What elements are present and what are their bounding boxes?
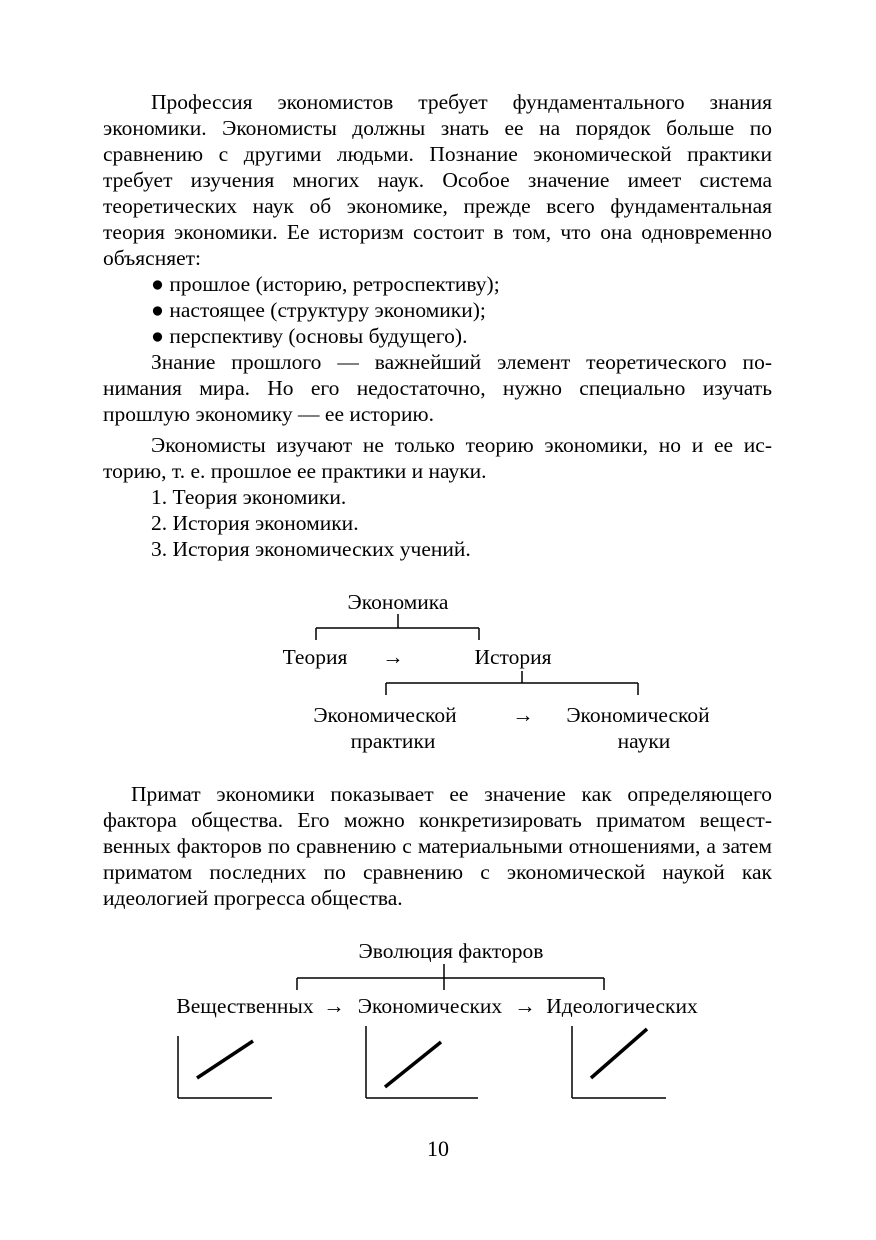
paragraph-primacy <box>103 781 772 911</box>
arrow-right-icon: → <box>514 994 536 1018</box>
list-item: 2. История экономики. <box>151 511 359 535</box>
node-economic: Экономических <box>357 994 503 1018</box>
paragraph-study <box>103 432 772 484</box>
node-material: Вещественных <box>176 994 314 1018</box>
list-item: ● перспективу (основы будущего). <box>151 324 468 348</box>
diagram-economy <box>283 590 710 753</box>
node-practice-line1: Экономической <box>313 703 457 727</box>
diagram-evolution <box>176 939 698 1098</box>
growth-trend-line <box>197 1041 253 1078</box>
growth-trend-line <box>385 1042 441 1087</box>
growth-graph-ideological <box>572 1026 666 1098</box>
growth-graph-economic <box>366 1026 478 1098</box>
bullet-list <box>103 271 772 349</box>
list-item: 3. История экономических учений. <box>151 537 471 561</box>
paragraph-intro <box>103 89 772 271</box>
list-item: ● прошлое (историю, ретроспективу); <box>151 272 500 296</box>
arrow-right-icon: → <box>382 645 404 669</box>
arrow-right-icon: → <box>323 994 345 1018</box>
numbered-list <box>103 484 772 562</box>
paragraph-past <box>103 349 772 427</box>
page-number: 10 <box>427 1136 449 1161</box>
node-history: История <box>474 645 552 669</box>
node-theory: Теория <box>282 645 348 669</box>
growth-graph-material <box>178 1036 272 1098</box>
node-practice-line2: практики <box>350 729 436 753</box>
node-science-line2: науки <box>617 729 671 753</box>
node-science-line1: Экономической <box>566 703 710 727</box>
list-item: ● настоящее (структуру экономики); <box>151 298 486 322</box>
node-ideological: Идеологических <box>546 994 698 1018</box>
paragraph-intro-text: Профессия экономистов требует фундаментального знания экономики. Экономисты должны знать ее на порядок больше по сравнению с другими людьми. Познание экономической практики требует изучения многих наук. Особое значение имеет система теоретических наук об экономике, прежде всего фундаментальная теория экономики. Ее историзм состоит в том, что она одновременно объясняет: <box>103 90 772 270</box>
growth-trend-line <box>591 1029 647 1078</box>
paragraph-past-text: Знание прошлого — важнейший элемент теоретического понимания мира. Но его недостаточно, нужно специально изучать прошлую экономику — ее историю. <box>103 350 772 426</box>
diagram-evolution-root: Эволюция факторов <box>358 939 544 963</box>
paragraph-study-text: Экономисты изучают не только теорию экономики, но и ее историю, т. е. прошлое ее практики и науки. <box>103 433 772 483</box>
arrow-right-icon: → <box>512 703 534 727</box>
diagram-economy-root: Экономика <box>347 590 449 614</box>
list-item: 1. Теория экономики. <box>151 485 347 509</box>
paragraph-primacy-text: Примат экономики показывает ее значение как определяющего фактора общества. Его можно конкретизировать приматом вещественных факторов по сравнению с материальными отношениями, а затем приматом последних по сравнению с экономической наукой как идеологией прогресса общества. <box>103 782 772 910</box>
